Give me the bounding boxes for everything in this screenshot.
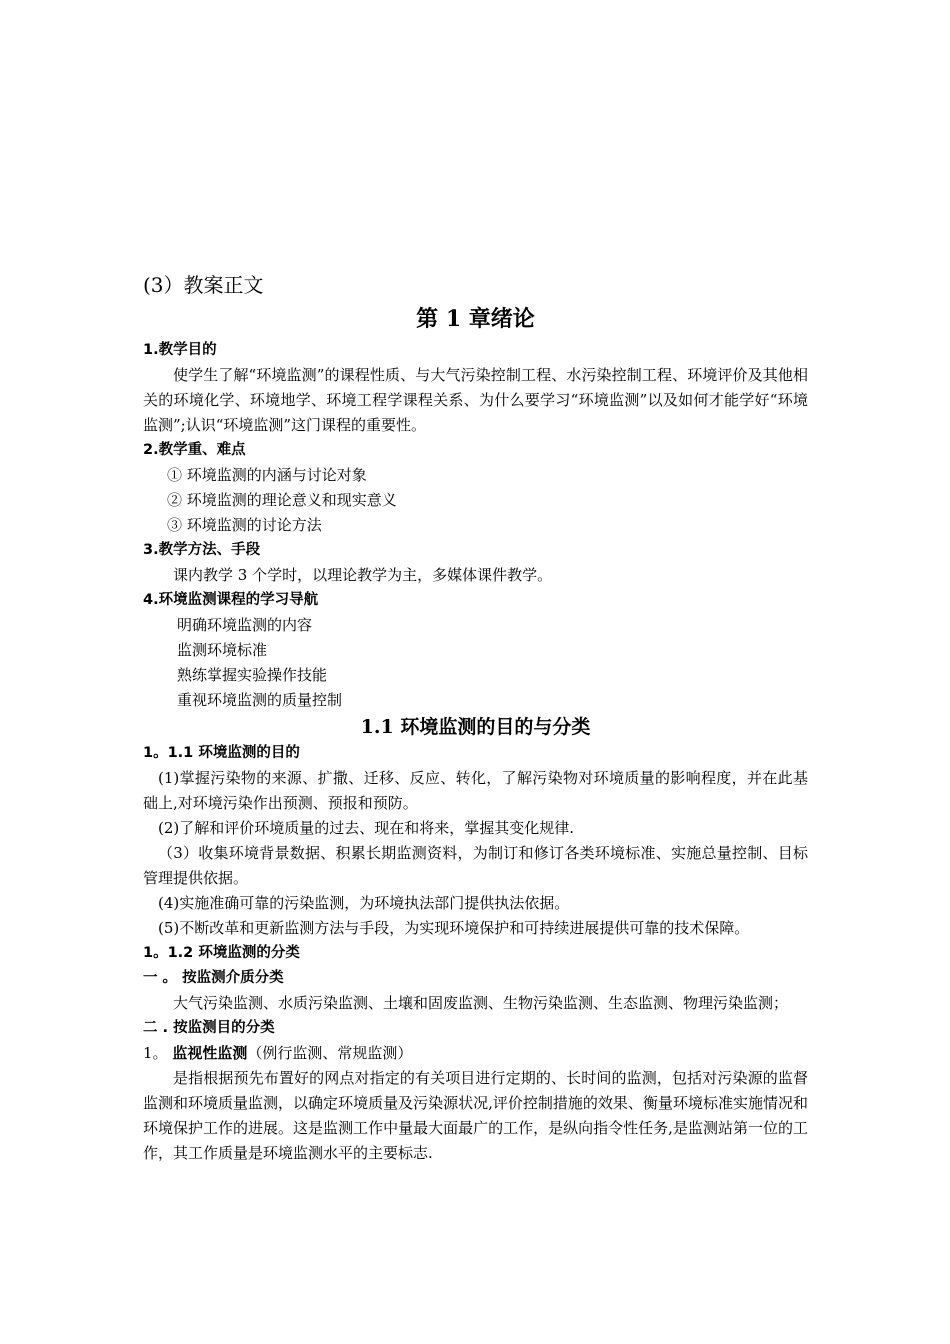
- document-content: [143, 270, 808, 1166]
- surveillance-alias: （例行监测、常规监测）: [247, 1044, 413, 1062]
- chapter-title: 第 1 章绪论: [416, 306, 535, 332]
- surveillance-number: 1。: [143, 1044, 173, 1062]
- purpose-item: （3）收集环境背景数据、积累长期监测资料，为制订和修订各类环境标准、实施总量控制、目标管理提供依据。: [143, 844, 808, 887]
- heading-by-medium: 一 。 按监测介质分类: [143, 970, 284, 986]
- key-point-item: ③ 环境监测的讨论方法: [167, 516, 322, 534]
- heading-key-points: 2.教学重、难点: [143, 442, 246, 458]
- purpose-item: (2)了解和评价环境质量的过去、现在和将来，掌握其变化规律.: [158, 819, 575, 837]
- navigation-item: 熟练掌握实验操作技能: [177, 666, 328, 684]
- navigation-item: 重视环境监测的质量控制: [177, 691, 343, 709]
- heading-by-purpose: 二 . 按监测目的分类: [143, 1020, 275, 1036]
- surveillance-term: 监视性监测: [172, 1044, 248, 1062]
- surveillance-monitoring-heading: [143, 1041, 808, 1066]
- section-label: (3）教案正文: [143, 273, 264, 297]
- purpose-item: (1)掌握污染物的来源、扩撒、迁移、反应、转化，了解污染物对环境质量的影响程度，并在此基础上,对环境污染作出预测、预报和预防。: [143, 769, 808, 812]
- heading-teaching-goal: 1.教学目的: [143, 342, 217, 358]
- heading-teaching-method: 3.教学方法、手段: [143, 542, 261, 558]
- navigation-item: 监测环境标准: [177, 641, 268, 659]
- heading-monitoring-classification: 1。1.2 环境监测的分类: [143, 945, 300, 961]
- key-point-item: ① 环境监测的内涵与讨论对象: [167, 466, 367, 484]
- heading-monitoring-purpose: 1。1.1 环境监测的目的: [143, 745, 300, 761]
- heading-study-navigation: 4.环境监测课程的学习导航: [143, 592, 319, 608]
- key-point-item: ② 环境监测的理论意义和现实意义: [167, 491, 397, 509]
- section-title: 1.1 环境监测的目的与分类: [360, 716, 591, 738]
- teaching-method-text: 课内教学 3 个学时，以理论教学为主，多媒体课件教学。: [173, 566, 553, 584]
- purpose-item: (4)实施准确可靠的污染监测，为环境执法部门提供执法依据。: [158, 894, 570, 912]
- navigation-item: 明确环境监测的内容: [177, 616, 313, 634]
- teaching-goal-text: 使学生了解“环境监测”的课程性质、与大气污染控制工程、水污染控制工程、环境评价及其他相关的环境化学、环境地学、环境工程学课程关系、为什么要学习“环境监测”以及如何才能学好“环境监测”;认识“环境监测”这门课程的重要性。: [143, 366, 808, 434]
- surveillance-monitoring-text: 是指根据预先布置好的网点对指定的有关项目进行定期的、长时间的监测，包括对污染源的监督监测和环境质量监测，以确定环境质量及污染源状况,评价控制措施的效果、衡量环境标准实施情况和环境保护工作的进展。这是监测工作中量最大面最广的工作，是纵向指令性任务,是监测站第一位的工作，其工作质量是环境监测水平的主要标志.: [143, 1069, 808, 1162]
- by-medium-text: 大气污染监测、水质污染监测、土壤和固废监测、生物污染监测、生态监测、物理污染监测；: [173, 994, 789, 1012]
- purpose-item: (5)不断改革和更新监测方法与手段，为实现环境保护和可持续进展提供可靠的技术保障。: [158, 919, 750, 937]
